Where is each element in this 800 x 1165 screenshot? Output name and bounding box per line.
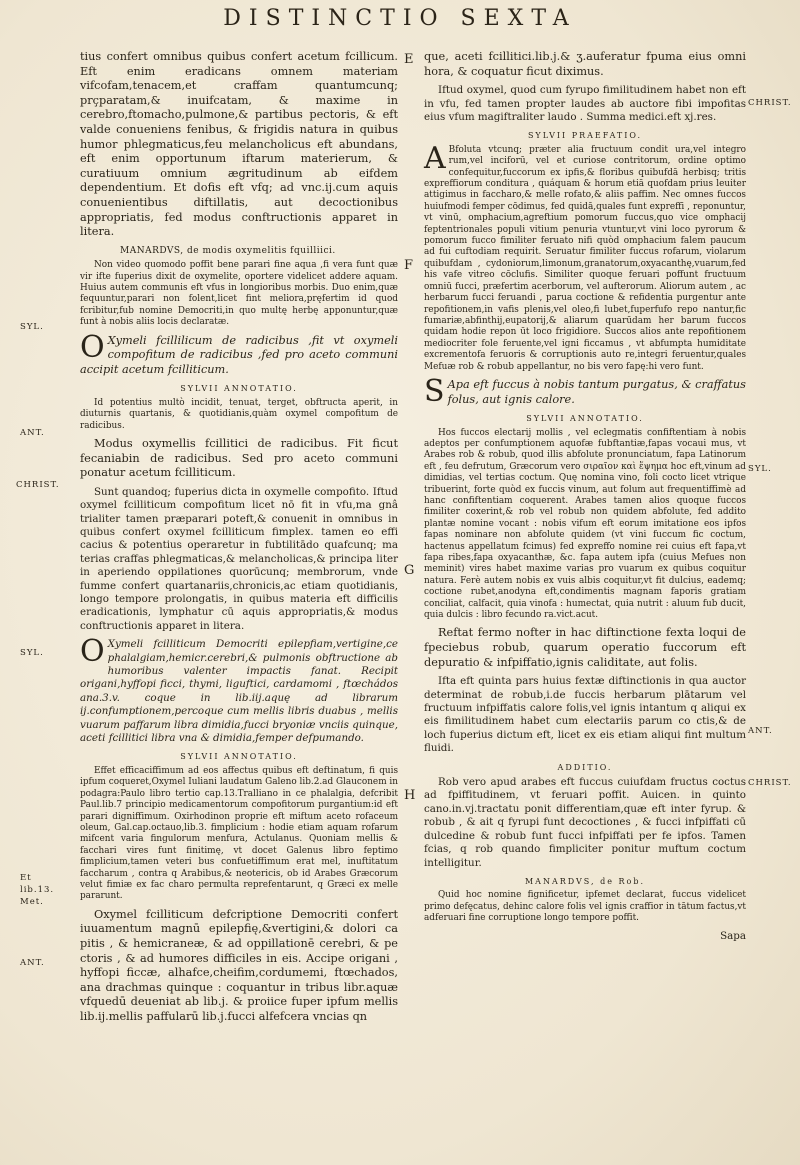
heading-sylvii-1: SYLVII ANNOTATIO. [180, 384, 298, 394]
section-letter-f: F [404, 258, 414, 273]
left-paragraph-7 [80, 634, 398, 745]
margin-note-syl-2: SYL. [20, 648, 44, 658]
drop-cap-s: S [424, 373, 445, 409]
margin-note-etlib: Et lib.13. Met. [20, 873, 55, 907]
margin-note-syl-1: SYL. [20, 322, 44, 332]
margin-note-christ-1: CHRIST. [16, 480, 60, 490]
heading-sylvii-2: SYLVII ANNOTATIO. [180, 752, 298, 762]
heading-manardus-rob: MANARDVS, de Rob. [524, 876, 645, 886]
right-paragraph-1: que, aceti fcillitici.lib.j.& ʒ.auferatur fpuma eius omni hora, & coquatur ficut diximus. [424, 50, 746, 78]
right-column [424, 50, 746, 943]
right-paragraph-7: Ifta eft quinta pars huius fextæ diftinctionis in qua auctor determinat de robub,i.de fuccis herbarum plātarum vel fructuum infpiffatis calore folis,vel ignis intantum q aliqui ex eis fimilitudinem habet cum electariis parum co ctis,& de loch fuperius dictum eft, licet ex eis etiam aliqui fint multum fluidi. [424, 675, 746, 755]
left-paragraph-7-text: Xymeli fcilliticum Democriti epilepfiam,vertigine,ce phalalgiam,hemicr.cerebri,& pulmonis obftructione ab humoribus valenter impactis fanat. Recipit origani,hyffopi ficci, thymi, liguftici, cardamomi , ftœchádos ana.3.v. coque in lib.iij.aquę ad librarum ij.confumptionem,percoque cum mellis libris duabus , mellis vuarum paffarum libra dimidia,fucci bryoniæ vnciis quinque, aceti fcillitici libra vna & dimidia,femper defpumando. [80, 638, 398, 745]
right-paragraph-2: Iftud oxymel, quod cum fyrupo fimilitudinem habet non eft in vfu, fed tamen propter laudes ab auctore fibi impofitas eius vfum magiftraliter laudo . Summa medici.eft xj.res. [424, 84, 746, 123]
margin-note-ant-r: ANT. [748, 726, 773, 736]
left-paragraph-6: Sunt quandoq; fuperius dicta in oxymelle compofito. Iftud oxymel fcilliticum compofitum licet nō fit in vfu,ma gnâ trialiter tamen præparari poteft,& conuenit in omnibus in quibus confert oxymel fcilliticum fimplex. tamen eo effi cacius & potentius operaretur in fubtilitādo quafcunq; ma terias craffas phlegmaticas,& melancholicas,& principa liter in aperiendo oppilationes quorūcunq; membrorum, vnde fumme confert quartanariis,chronicis,ac etiam quotidianis, longo tempore prolongatis, in quibus materia eft difficilis eradicationis, lymphatur cū aquis appropriatis,& modus conftructionis apparet in litera. [80, 485, 398, 632]
left-paragraph-3-text: Xymeli fcillilicum de radicibus ,fit vt oxymeli compofitum de radicibus ,fed pro aceto communi accipit acetum fcilliticum. [80, 333, 398, 376]
heading-sylvii-praefatio: SYLVII PRAEFATIO. [527, 131, 643, 141]
left-paragraph-2: Non video quomodo poffit bene parari fine aqua ,fi vera funt quæ vir ifte fuperius dixit de oxymelite, oportere videlicet addere aquam. Huius autem communis eft vfus in longioribus morbis. Duo enim,quæ fequuntur,parari non folent,licet fint meliora,pręfertim id quod fcribitur,fub nomine Democriti,in quo multę herbę apponuntur,quæ funt à nobis aliis locis declaratæ. [80, 260, 398, 328]
right-paragraph-8: Rob vero apud arabes eft fuccus cuiufdam fructus coctus ad fpiffitudinem, vt feruari poffit. Auicen. in quinto cano.in.vj.tractatu ponit differentiam,quæ eft inter fyrup. & robub , & ait q fyrupi funt decoctiones , & fucci infpiffati cū dulcedine & robub funt fucci infpiffati per fe ipfos. Tamen fcias, q rob quando fimpliciter ponitur muftum coctum intelligitur. [424, 776, 746, 869]
left-paragraph-9: Oxymel fcilliticum defcriptione Democriti confert iuuamentum magnū epilepfię,&vertigini,& dolori ca pitis , & hemicraneæ, & ad oppillationē cerebri, & pe ctoris , & ad humores difficiles in eis. Accipe origani , hyffopi ficcæ, alhafce,cheifim,cordumemi, ftœchados, ana drachmas quinque : coquantur in tribus libr.aquæ vfquedū deueniat ab lib.j. & proiice fuper ipfum mellis lib.ij.mellis paffularū lib.j.fucci alfefcera vncias qn [80, 907, 398, 1023]
heading-sylvii-3: SYLVII ANNOTATIO. [526, 414, 644, 424]
margin-note-syl-r: SYL. [748, 464, 772, 474]
left-paragraph-4: Id potentius multò incidit, tenuat, terget, obftructa aperit, in diuturnis quartanis, & quotidianis,quàm oxymel compofitum de radicibus. [80, 397, 398, 431]
right-paragraph-9: Quid hoc nomine fignificetur, ipfemet declarat, fuccus videlicet primo defęcatus, dehinc calore folis vel ignis craffior in tātum factus,vt adferuari fine corruptione longo tempore poffit. [424, 890, 746, 924]
margin-note-ant-2: ANT. [20, 958, 45, 968]
left-column [80, 50, 398, 1030]
heading-additio: ADDITIO. [557, 762, 613, 772]
heading-manardus: MANARDVS, de modis oxymelitis fquilliici. [120, 245, 336, 256]
section-letter-e: E [404, 52, 414, 67]
left-paragraph-3 [80, 329, 398, 378]
catchword: Sapa [720, 929, 746, 942]
margin-note-christ-r1: CHRIST. [748, 98, 792, 108]
left-paragraph-8: Effet efficaciffimum ad eos affectus quibus eft deftinatum, fi quis ipfum coqueret,Oxymel Iuliani laudatum Galeno lib.2.ad Glauconem in podagra:Paulo libro tertio cap.13.Tralliano in ce phalalgia, defcribit Paul.lib.7 principio medicamentorum compofitorum purgantium:id eft parari digniffimum. Oxirhodinon proprie eft miftum aceto rofaceum oleum, Gal.cap.octauo,lib.3. fimplicium : hodie etiam aquam rofarum mifcent varia fingulorum menfura, Actulanus. Quoniam mellis & facchari vires funt finitimę, vt docet Galenus libro feptimo fimplicium,tamen veteri bus confuetiffimum erat mel, inuftitatum faccharum , contra q Arabibus,& neotericis, ob id Arabes Græcorum velut fimiæ ex fac charo permulta reprefentarunt, q Græci ex melle pararunt. [80, 765, 398, 902]
right-paragraph-6: Reftat fermo nofter in hac diftinctione fexta loqui de fpeciebus robub, quarum operatio fuccorum eft depuratio & infpiffatio,ignis caliditate, aut folis. [424, 626, 746, 669]
right-paragraph-4 [424, 373, 746, 409]
margin-note-christ-r2: CHRIST. [748, 778, 792, 788]
left-paragraph-1: tius confert omnibus quibus confert acetum fcillicum. Eft enim eradicans omnem materiam vifcofam,tenacem,et craffam quantumcunq; prçparatam,& inuifcatam, & maxime in cerebro,ftomacho,pulmone,& partibus pectoris, & eft valde conueniens fenibus, & frigidis natura in quibus humor phlegmaticus,feu melancholicus eft abundans, eft enim opportunum iftarum materierum, & curatiuum omnium ægritudinum ab eifdem dependentium. Et dofis eft vfq; ad vnc.ij.cum aquis conuenientibus diftillatis, aut decoctionibus appropriatis, fed modus conftructionis apparet in litera. [80, 50, 398, 239]
right-paragraph-3 [424, 140, 746, 373]
margin-note-ant-1: ANT. [20, 428, 45, 438]
right-paragraph-3-text: Bfoluta vtcunq; præter alia fructuum condit ura,vel integro rum,vel inciforū, vel et curiose contritorum, ordine optimo confequitur,fuccorum ex ipfis,& floribus quibufdā herbisq; tritis expreffiorum conditura , quáquam & horum etiā quofdam prius leuiter attigimus in faccharo,& melle rofato,& aliis paffim. Nec omnes fuccos huiufmodi femper cōdimus, fed quidā,quales funt expreffi , reponuntur, vt vinū, omphacium,agreftium pomorum fuccus,quo vice omphacij feptentrionales populi vitium penuria vtuntur,vt vini loco pyrorum & pomorum fucco fimiliter feruato nifi quòd omphacium falem paucum ad fui cuftodiam requirit. Seruatur fimiliter fuccus rofarum, violarum quibufdam , cydoniorum,limonum,granatorum,oxyacanthę,vuarum,fed his vafe vitreo cōclufis. Similiter quoque feruari poffunt fructuum omniū fucci, præfertim acerborum, vel aufterorum. Aliorum autem , ac herbarum fucci feruandi , parua coctione & refidentia purgentur ante repofitionem,in vafis plenis,vel oleo,fi lubet,fuperfufo repo nantur,fic fumariæ,abfinthij,eupatorij,& aliarum quarūdam her barum fuccos quidam hodie repon ūt loco frigidiore. Succos alios ante repofitionem mediocriter fole feruente,vel igni ficcamus , vt abfumpta humiditate excrementofa feruoris & corruptionis auto re,integri feruentur,quales Mefuæ rob & robub appellantur, no bis vero fapę:hi vero funt. [424, 144, 746, 372]
drop-cap-o-1: O [80, 329, 105, 365]
running-head: DISTINCTIO SEXTA [223, 6, 577, 31]
left-paragraph-5: Modus oxymellis fcillitici de radicibus. Fit ficut fecaniabin de radicibus. Sed pro aceto communi ponatur acetum fcilliticum. [80, 436, 398, 480]
right-paragraph-4-text: Apa eft fuccus à nobis tantum purgatus, & craffatus folus, aut ignis calore. [447, 377, 746, 406]
section-letter-g: G [404, 563, 415, 578]
section-letter-h: H [404, 788, 416, 803]
drop-cap-o-2: O [80, 634, 105, 670]
right-paragraph-5: Hos fuccos electarij mollis , vel eclegmatis confiftentiam à nobis adeptos per confumptionem aquofæ fubftantiæ,fapas vocaui mus, vt Arabes rob & robub, quod illis abfolute pronunciatum, fapa Latinorum eft , feu defrutum, Græcorum vero σιραῖον καὶ ἕψημα hoc eft,vinum ad dimidias, vel tertias coctum. Quę nomina vino, foli cocto licet vtrique tribuerint, forte quòd ex fuccis vinum, aut folum aut frequentiffimè ad hanc confiftentiam coquerent. Arabes tamen alios quoque fuccos fimiliter coxerint,& rob vel robub non quidem abfolute, fed addito plantæ nomine vocant : nobis vifum eft eorum imitatione eos ipfos fapas nominare non abfolute quidem (vt vini fuccum fic coctum, hactenus appellatum fcimus) fed expreffo nomine rei cuius eft fapa,vt fapa ribes,fapa oxyacanthæ, &c. fapa autem ipfa (cuius Mefues non meminit) vires habet maxime varias pro vuarum ex quibus coquitur natura. Ferè autem nobis ex vuis albis coquitur,vt fit dulcius, eademq; coctione rubet,anodyna eft,condimentis magnam faporis gratiam conciliat, calfacit, quia vinofa : humectat, quia nutrit : aluum fub ducit, quia dulcis : libro fecundo ra.vict.acut. [424, 427, 746, 621]
drop-cap-a: A [424, 140, 446, 176]
